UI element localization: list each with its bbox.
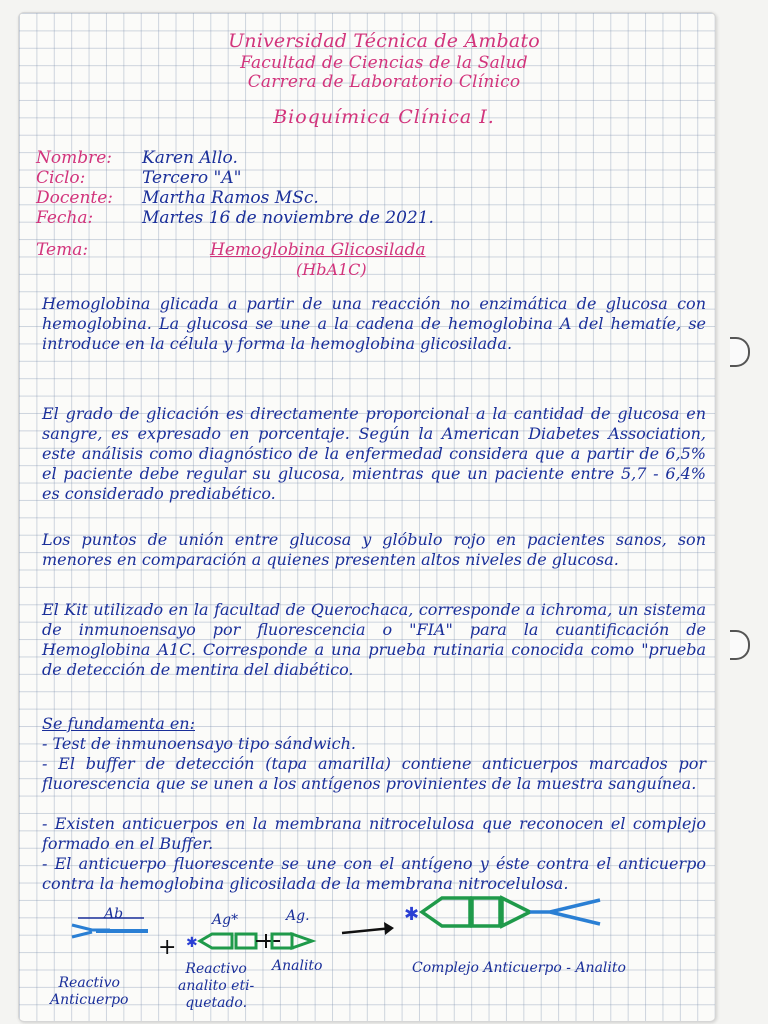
reactivo-anticuerpo-line-1: Reactivo <box>58 975 120 991</box>
fundamento-item-1: - Test de inmunoensayo tipo sándwich. <box>42 734 356 753</box>
nombre-value: Karen Allo. <box>142 148 238 168</box>
reaction-arrow <box>342 922 394 935</box>
paragraph-1: Hemoglobina glicada a partir de una reacción no enzimática de glucosa con hemoglobina. La glucosa se une a la cadena de hemoglobina A del hematíe, se introduce en la célula y forma la hemoglobina glicosilada. <box>42 294 706 353</box>
docente-label: Docente: <box>36 188 114 208</box>
nombre-label: Nombre: <box>36 148 113 168</box>
svg-text:✱: ✱ <box>404 904 420 925</box>
paragraph-3: Los puntos de unión entre glucosa y glóbulo rojo en pacientes sanos, son menores en comparación a quienes presenten altos niveles de glucosa. <box>42 530 706 569</box>
complex-shape <box>404 898 600 926</box>
ab-label: Ab <box>104 906 124 922</box>
fundamento-item-4: - El anticuerpo fluorescente se une con el antígeno y éste contra el anticuerpo contra la hemoglobina glicosilada de la membrana nitrocelulosa. <box>42 854 706 893</box>
reactivo-anticuerpo-line-2: Anticuerpo <box>50 992 129 1008</box>
svg-text:✱: ✱ <box>186 935 198 951</box>
fecha-label: Fecha: <box>36 208 94 228</box>
labeled-antigen-shape <box>186 934 280 951</box>
analito-label: Analito <box>272 958 323 974</box>
fecha-value: Martes 16 de noviembre de 2021. <box>142 208 434 228</box>
tema-value: Hemoglobina Glicosilada <box>210 240 426 260</box>
complejo-label: Complejo Anticuerpo - Analito <box>412 960 626 976</box>
reactivo-analito-label <box>178 961 254 1012</box>
docente-value: Martha Ramos MSc. <box>142 188 319 208</box>
paragraph-2: El grado de glicación es directamente proporcional a la cantidad de glucosa en sangre, es expresado en porcentaje. Según la American Diabetes Association, este análisis como diagnóstico de la enfermedad considera que a partir de 6,5% el paciente debe regular su glucosa, mientras que un paciente entre 5,7 - 6,4% es considerado prediabético. <box>42 404 706 503</box>
ag-label: Ag. <box>286 908 310 924</box>
university-name: Universidad Técnica de Ambato <box>228 30 540 52</box>
reactivo-analito-line-1: Reactivo <box>185 961 247 977</box>
faculty-name: Facultad de Ciencias de la Salud <box>240 53 528 73</box>
paragraph-4: El Kit utilizado en la facultad de Querochaca, corresponde a ichroma, un sistema de inmunoensayo por fluorescencia o "FIA" para la cuantificación de Hemoglobina A1C. Corresponde a una prueba rutinaria conocida como "prueba de detección de mentira del diabético. <box>42 600 706 679</box>
career-name: Carrera de Laboratorio Clínico <box>247 72 521 92</box>
tema-subtitle: (HbA1C) <box>296 260 367 279</box>
tema-label: Tema: <box>36 240 89 260</box>
reactivo-anticuerpo-label <box>50 975 128 1009</box>
plus-sign: + <box>158 935 177 960</box>
fundamento-item-2: - El buffer de detección (tapa amarilla) contiene anticuerpos marcados por fluorescencia que se unen a los antígenos provinientes de la muestra sanguínea. <box>42 754 706 793</box>
reactivo-analito-line-3: quetado. <box>185 995 248 1011</box>
fundamento-heading: Se fundamenta en: <box>42 714 195 733</box>
ag-star-label: Ag* <box>212 912 239 928</box>
ciclo-label: Ciclo: <box>36 168 86 188</box>
ciclo-value: Tercero "A" <box>142 168 242 188</box>
reactivo-analito-line-2: analito eti- <box>178 978 255 994</box>
subject-title: Bioquímica Clínica I. <box>273 106 495 128</box>
fundamento-item-3: - Existen anticuerpos en la membrana nitrocelulosa que reconocen el complejo formado en el Buffer. <box>42 814 706 853</box>
